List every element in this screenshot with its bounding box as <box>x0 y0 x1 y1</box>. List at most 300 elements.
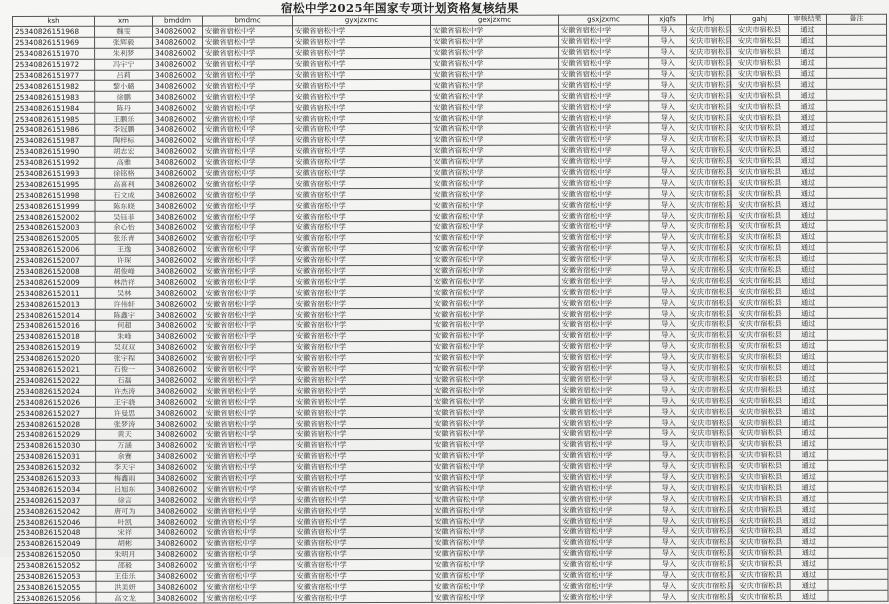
cell-gyxjzxmc: 安徽省宿松中学 <box>293 91 431 102</box>
cell-gahj: 安庆市宿松县 <box>731 199 789 210</box>
cell-ksh: 25340826152032 <box>14 462 96 473</box>
cell-note <box>827 209 887 220</box>
cell-lrhj: 安庆市宿松县 <box>687 395 731 406</box>
cell-gsxjzxmc: 安徽省宿松中学 <box>559 373 649 384</box>
cell-ksh: 25340826152034 <box>14 484 96 495</box>
cell-result: 通过 <box>790 471 828 482</box>
cell-xjqfs: 导入 <box>649 330 687 341</box>
cell-lrhj: 安庆市宿松县 <box>687 286 731 297</box>
cell-gyxjzxmc: 安徽省宿松中学 <box>293 47 431 58</box>
cell-result: 通过 <box>789 286 827 297</box>
cell-xm: 林浩祥 <box>95 277 153 288</box>
cell-result: 通过 <box>789 166 827 177</box>
cell-lrhj: 安庆市宿松县 <box>687 177 731 188</box>
cell-gahj: 安庆市宿松县 <box>731 220 789 231</box>
cell-ksh: 25340826152024 <box>13 386 95 397</box>
cell-lrhj: 安庆市宿松县 <box>687 188 731 199</box>
cell-note <box>827 122 887 133</box>
cell-result: 通过 <box>789 90 827 101</box>
cell-xjqfs: 导入 <box>649 253 687 264</box>
cell-lrhj: 安庆市宿松县 <box>687 210 731 221</box>
cell-gahj: 安庆市宿松县 <box>732 580 790 591</box>
cell-result: 通过 <box>789 68 827 79</box>
cell-result: 通过 <box>789 111 827 122</box>
cell-gsxjzxmc: 安徽省宿松中学 <box>560 569 650 580</box>
cell-bmdmc: 安徽省宿松中学 <box>203 102 293 113</box>
cell-result: 通过 <box>790 569 828 580</box>
cell-lrhj: 安庆市宿松县 <box>687 68 731 79</box>
cell-gahj: 安庆市宿松县 <box>731 24 789 35</box>
cell-lrhj: 安庆市宿松县 <box>688 515 732 526</box>
cell-xjqfs: 导入 <box>650 526 688 537</box>
cell-bmddm: 340826002 <box>153 353 203 364</box>
cell-bmddm: 340826002 <box>153 331 203 342</box>
cell-note <box>827 188 887 199</box>
cell-bmdmc: 安徽省宿松中学 <box>204 418 294 429</box>
cell-gsxjzxmc: 安徽省宿松中学 <box>560 493 650 504</box>
cell-gexjzxmc: 安徽省宿松中学 <box>431 363 559 374</box>
cell-gexjzxmc: 安徽省宿松中学 <box>432 493 560 504</box>
cell-note <box>827 362 887 373</box>
cell-result: 通过 <box>790 482 828 493</box>
cell-result: 通过 <box>789 133 827 144</box>
cell-gyxjzxmc: 安徽省宿松中学 <box>294 592 432 603</box>
cell-note <box>827 144 887 155</box>
cell-result: 通过 <box>790 580 828 591</box>
cell-bmdmc: 安徽省宿松中学 <box>203 287 293 298</box>
cell-gsxjzxmc: 安徽省宿松中学 <box>559 362 649 373</box>
cell-bmdmc: 安徽省宿松中学 <box>204 538 294 549</box>
cell-gsxjzxmc: 安徽省宿松中学 <box>559 177 649 188</box>
column-header: xjqfs <box>648 15 686 25</box>
cell-gexjzxmc: 安徽省宿松中学 <box>432 515 560 526</box>
cell-bmdmc: 安徽省宿松中学 <box>204 581 294 592</box>
cell-xm: 邵毅 <box>96 560 154 571</box>
cell-ksh: 25340826152055 <box>14 582 96 593</box>
cell-gyxjzxmc: 安徽省宿松中学 <box>293 276 431 287</box>
column-header: 备注 <box>826 14 886 24</box>
cell-lrhj: 安庆市宿松县 <box>688 406 732 417</box>
cell-lrhj: 安庆市宿松县 <box>687 242 731 253</box>
cell-note <box>828 514 888 525</box>
cell-gsxjzxmc: 安徽省宿松中学 <box>559 243 649 254</box>
cell-ksh: 25340826151999 <box>13 201 95 212</box>
cell-gsxjzxmc: 安徽省宿松中学 <box>559 319 649 330</box>
cell-bmdmc: 安徽省宿松中学 <box>203 265 293 276</box>
cell-bmddm: 340826002 <box>153 309 203 320</box>
cell-ksh: 25340826151969 <box>13 37 95 48</box>
cell-ksh: 25340826152003 <box>13 222 95 233</box>
cell-gyxjzxmc: 安徽省宿松中学 <box>293 298 431 309</box>
cell-gyxjzxmc: 安徽省宿松中学 <box>293 167 431 178</box>
cell-xjqfs: 导入 <box>649 188 687 199</box>
cell-ksh: 25340826152026 <box>13 397 95 408</box>
cell-note <box>828 525 888 536</box>
cell-lrhj: 安庆市宿松县 <box>688 504 732 515</box>
cell-xm: 万涵 <box>96 440 154 451</box>
cell-ksh: 25340826152002 <box>13 211 95 222</box>
cell-note <box>827 68 887 79</box>
cell-xm: 唐可为 <box>96 505 154 516</box>
cell-lrhj: 安庆市宿松县 <box>688 580 732 591</box>
cell-bmddm: 340826002 <box>153 287 203 298</box>
cell-bmddm: 340826002 <box>154 527 204 538</box>
cell-xjqfs: 导入 <box>650 439 688 450</box>
cell-xjqfs: 导入 <box>649 232 687 243</box>
cell-gahj: 安庆市宿松县 <box>731 253 789 264</box>
cell-result: 通过 <box>790 406 828 417</box>
cell-xm: 胡彬 <box>96 538 154 549</box>
cell-ksh: 25340826152005 <box>13 233 95 244</box>
cell-gyxjzxmc: 安徽省宿松中学 <box>293 25 431 36</box>
cell-note <box>827 384 887 395</box>
cell-gahj: 安庆市宿松县 <box>732 460 790 471</box>
cell-result: 通过 <box>789 35 827 46</box>
cell-xjqfs: 导入 <box>649 373 687 384</box>
cell-gyxjzxmc: 安徽省宿松中学 <box>294 559 432 570</box>
cell-gyxjzxmc: 安徽省宿松中学 <box>293 396 431 407</box>
cell-xjqfs: 导入 <box>650 580 688 591</box>
cell-bmddm: 340826002 <box>154 505 204 516</box>
cell-bmddm: 340826002 <box>153 59 203 70</box>
cell-bmddm: 340826002 <box>153 396 203 407</box>
cell-bmddm: 340826002 <box>153 178 203 189</box>
cell-bmdmc: 安徽省宿松中学 <box>204 549 294 560</box>
cell-gyxjzxmc: 安徽省宿松中学 <box>294 472 432 483</box>
cell-lrhj: 安庆市宿松县 <box>687 253 731 264</box>
cell-gexjzxmc: 安徽省宿松中学 <box>431 199 559 210</box>
cell-gsxjzxmc: 安徽省宿松中学 <box>559 395 649 406</box>
cell-note <box>828 591 888 602</box>
cell-note <box>828 438 888 449</box>
cell-lrhj: 安庆市宿松县 <box>688 417 732 428</box>
cell-ksh: 25340826152029 <box>14 429 96 440</box>
column-header: gyxjzxmc <box>293 15 431 25</box>
cell-gahj: 安庆市宿松县 <box>731 90 789 101</box>
cell-bmdmc: 安徽省宿松中学 <box>203 135 293 146</box>
cell-xm: 朱峰 <box>95 331 153 342</box>
cell-bmddm: 340826002 <box>154 581 204 592</box>
cell-gsxjzxmc: 安徽省宿松中学 <box>560 526 650 537</box>
cell-ksh: 25340826152022 <box>13 375 95 386</box>
cell-gahj: 安庆市宿松县 <box>731 210 789 221</box>
cell-xjqfs: 导入 <box>649 68 687 79</box>
cell-ksh: 25340826151968 <box>13 26 95 37</box>
cell-xm: 王佳乐 <box>96 571 154 582</box>
column-header: bmdmc <box>203 16 293 26</box>
cell-lrhj: 安庆市宿松县 <box>687 232 731 243</box>
cell-bmddm: 340826002 <box>154 592 204 603</box>
cell-xm: 余心怡 <box>95 222 153 233</box>
cell-note <box>828 405 888 416</box>
cell-gyxjzxmc: 安徽省宿松中学 <box>293 189 431 200</box>
cell-gyxjzxmc: 安徽省宿松中学 <box>293 113 431 124</box>
cell-gsxjzxmc: 安徽省宿松中学 <box>559 90 649 101</box>
cell-xm: 高喜利 <box>95 179 153 190</box>
cell-gyxjzxmc: 安徽省宿松中学 <box>294 515 432 526</box>
cell-gsxjzxmc: 安徽省宿松中学 <box>559 68 649 79</box>
cell-gexjzxmc: 安徽省宿松中学 <box>431 145 559 156</box>
table-body <box>13 24 889 603</box>
cell-xjqfs: 导入 <box>649 286 687 297</box>
cell-xjqfs: 导入 <box>650 504 688 515</box>
cell-bmdmc: 安徽省宿松中学 <box>203 320 293 331</box>
cell-result: 通过 <box>790 547 828 558</box>
cell-ksh: 25340826152016 <box>13 320 95 331</box>
cell-note <box>827 111 887 122</box>
cell-xjqfs: 导入 <box>649 155 687 166</box>
cell-gyxjzxmc: 安徽省宿松中学 <box>293 287 431 298</box>
cell-result: 通过 <box>790 427 828 438</box>
cell-note <box>827 253 887 264</box>
cell-gexjzxmc: 安徽省宿松中学 <box>431 69 559 80</box>
cell-lrhj: 安庆市宿松县 <box>687 373 731 384</box>
cell-xjqfs: 导入 <box>650 460 688 471</box>
cell-lrhj: 安庆市宿松县 <box>687 112 731 123</box>
cell-gyxjzxmc: 安徽省宿松中学 <box>294 483 432 494</box>
cell-bmdmc: 安徽省宿松中学 <box>204 461 294 472</box>
cell-gahj: 安庆市宿松县 <box>732 406 790 417</box>
cell-gahj: 安庆市宿松县 <box>732 493 790 504</box>
cell-xjqfs: 导入 <box>649 166 687 177</box>
cell-xm: 叶凯 <box>96 516 154 527</box>
cell-bmdmc: 安徽省宿松中学 <box>203 37 293 48</box>
cell-bmdmc: 安徽省宿松中学 <box>204 429 294 440</box>
cell-gsxjzxmc: 安徽省宿松中学 <box>560 482 650 493</box>
cell-result: 通过 <box>789 264 827 275</box>
cell-gahj: 安庆市宿松县 <box>731 308 789 319</box>
cell-xm: 何超 <box>95 320 153 331</box>
cell-result: 通过 <box>789 351 827 362</box>
cell-bmdmc: 安徽省宿松中学 <box>203 374 293 385</box>
cell-xm: 梅鑫雨 <box>96 473 154 484</box>
cell-result: 通过 <box>790 536 828 547</box>
cell-lrhj: 安庆市宿松县 <box>688 591 732 602</box>
cell-xjqfs: 导入 <box>649 308 687 319</box>
cell-xjqfs: 导入 <box>650 537 688 548</box>
cell-gexjzxmc: 安徽省宿松中学 <box>431 341 559 352</box>
cell-xjqfs: 导入 <box>649 90 687 101</box>
cell-xm: 余赛 <box>96 451 154 462</box>
cell-gsxjzxmc: 安徽省宿松中学 <box>560 591 650 602</box>
cell-ksh: 25340826151986 <box>13 124 95 135</box>
cell-gexjzxmc: 安徽省宿松中学 <box>432 526 560 537</box>
cell-note <box>827 340 887 351</box>
cell-note <box>827 242 887 253</box>
cell-gexjzxmc: 安徽省宿松中学 <box>431 243 559 254</box>
cell-gsxjzxmc: 安徽省宿松中学 <box>559 199 649 210</box>
cell-lrhj: 安庆市宿松县 <box>687 123 731 134</box>
cell-lrhj: 安庆市宿松县 <box>687 330 731 341</box>
cell-lrhj: 安庆市宿松县 <box>687 57 731 68</box>
cell-xm: 黄天 <box>96 429 154 440</box>
cell-gahj: 安庆市宿松县 <box>731 384 789 395</box>
cell-gexjzxmc: 安徽省宿松中学 <box>431 221 559 232</box>
cell-result: 通过 <box>789 57 827 68</box>
cell-xm: 陈东晓 <box>95 200 153 211</box>
cell-gahj: 安庆市宿松县 <box>731 297 789 308</box>
cell-note <box>827 220 887 231</box>
cell-result: 通过 <box>789 384 827 395</box>
table-row <box>14 591 888 604</box>
cell-gexjzxmc: 安徽省宿松中学 <box>431 297 559 308</box>
cell-note <box>827 57 887 68</box>
cell-ksh: 25340826152046 <box>14 516 96 527</box>
cell-bmdmc: 安徽省宿松中学 <box>203 222 293 233</box>
cell-result: 通过 <box>789 199 827 210</box>
cell-xm: 李冠鹏 <box>95 124 153 135</box>
cell-gexjzxmc: 安徽省宿松中学 <box>431 112 559 123</box>
cell-result: 通过 <box>789 46 827 57</box>
cell-bmddm: 340826002 <box>154 407 204 418</box>
cell-xm: 石磊 <box>95 375 153 386</box>
cell-ksh: 25340826152048 <box>14 527 96 538</box>
cell-gahj: 安庆市宿松县 <box>732 536 790 547</box>
cell-gyxjzxmc: 安徽省宿松中学 <box>293 352 431 363</box>
cell-bmdmc: 安徽省宿松中学 <box>203 146 293 157</box>
cell-bmdmc: 安徽省宿松中学 <box>203 200 293 211</box>
cell-gsxjzxmc: 安徽省宿松中学 <box>560 471 650 482</box>
cell-lrhj: 安庆市宿松县 <box>687 90 731 101</box>
cell-xjqfs: 导入 <box>649 57 687 68</box>
cell-gahj: 安庆市宿松县 <box>732 471 790 482</box>
cell-gsxjzxmc: 安徽省宿松中学 <box>559 210 649 221</box>
cell-bmdmc: 安徽省宿松中学 <box>203 113 293 124</box>
cell-note <box>828 482 888 493</box>
cell-gsxjzxmc: 安徽省宿松中学 <box>560 558 650 569</box>
cell-gsxjzxmc: 安徽省宿松中学 <box>560 580 650 591</box>
cell-note <box>827 35 887 46</box>
cell-ksh: 25340826152053 <box>14 571 96 582</box>
cell-xjqfs: 导入 <box>650 547 688 558</box>
cell-gsxjzxmc: 安徽省宿松中学 <box>559 254 649 265</box>
cell-gahj: 安庆市宿松县 <box>731 264 789 275</box>
cell-gahj: 安庆市宿松县 <box>731 340 789 351</box>
cell-gyxjzxmc: 安徽省宿松中学 <box>293 69 431 80</box>
cell-gyxjzxmc: 安徽省宿松中学 <box>294 537 432 548</box>
cell-lrhj: 安庆市宿松县 <box>687 308 731 319</box>
cell-note <box>827 286 887 297</box>
cell-gexjzxmc: 安徽省宿松中学 <box>432 450 560 461</box>
cell-bmdmc: 安徽省宿松中学 <box>203 124 293 135</box>
cell-gexjzxmc: 安徽省宿松中学 <box>431 232 559 243</box>
cell-lrhj: 安庆市宿松县 <box>688 428 732 439</box>
cell-ksh: 25340826151992 <box>13 157 95 168</box>
cell-gyxjzxmc: 安徽省宿松中学 <box>294 417 432 428</box>
cell-gyxjzxmc: 安徽省宿松中学 <box>293 200 431 211</box>
cell-note <box>827 24 887 35</box>
cell-gsxjzxmc: 安徽省宿松中学 <box>559 330 649 341</box>
cell-gsxjzxmc: 安徽省宿松中学 <box>560 450 650 461</box>
cell-bmddm: 340826002 <box>154 538 204 549</box>
cell-ksh: 25340826151987 <box>13 135 95 146</box>
cell-bmddm: 340826002 <box>154 429 204 440</box>
cell-gyxjzxmc: 安徽省宿松中学 <box>293 221 431 232</box>
cell-ksh: 25340826151977 <box>13 70 95 81</box>
cell-bmddm: 340826002 <box>154 462 204 473</box>
cell-xm: 石文成 <box>95 189 153 200</box>
cell-bmdmc: 安徽省宿松中学 <box>203 48 293 59</box>
cell-ksh: 25340826152030 <box>14 440 96 451</box>
column-header: lrhj <box>686 15 730 25</box>
cell-xjqfs: 导入 <box>649 243 687 254</box>
cell-lrhj: 安庆市宿松县 <box>687 36 731 47</box>
cell-xjqfs: 导入 <box>649 123 687 134</box>
cell-gexjzxmc: 安徽省宿松中学 <box>431 47 559 58</box>
cell-gexjzxmc: 安徽省宿松中学 <box>432 428 560 439</box>
cell-bmdmc: 安徽省宿松中学 <box>203 244 293 255</box>
cell-xjqfs: 导入 <box>650 591 688 602</box>
cell-ksh: 25340826152006 <box>13 244 95 255</box>
cell-gexjzxmc: 安徽省宿松中学 <box>431 134 559 145</box>
cell-gyxjzxmc: 安徽省宿松中学 <box>294 526 432 537</box>
cell-xjqfs: 导入 <box>649 319 687 330</box>
cell-xm: 吕莉 <box>95 70 153 81</box>
cell-lrhj: 安庆市宿松县 <box>688 482 732 493</box>
cell-result: 通过 <box>790 493 828 504</box>
cell-bmdmc: 安徽省宿松中学 <box>203 211 293 222</box>
cell-note <box>827 264 887 275</box>
cell-gexjzxmc: 安徽省宿松中学 <box>431 80 559 91</box>
cell-ksh: 25340826152033 <box>14 473 96 484</box>
cell-xm: 徐言 <box>96 494 154 505</box>
cell-lrhj: 安庆市宿松县 <box>687 155 731 166</box>
column-header: gexjzxmc <box>430 15 558 25</box>
cell-result: 通过 <box>789 79 827 90</box>
cell-bmdmc: 安徽省宿松中学 <box>203 178 293 189</box>
cell-ksh: 25340826152020 <box>13 353 95 364</box>
cell-note <box>827 275 887 286</box>
cell-gsxjzxmc: 安徽省宿松中学 <box>559 79 649 90</box>
cell-result: 通过 <box>789 297 827 308</box>
cell-xm: 许曼思 <box>96 407 154 418</box>
cell-gahj: 安庆市宿松县 <box>731 188 789 199</box>
cell-bmdmc: 安徽省宿松中学 <box>203 385 293 396</box>
cell-gexjzxmc: 安徽省宿松中学 <box>432 548 560 559</box>
cell-gahj: 安庆市宿松县 <box>731 101 789 112</box>
cell-gexjzxmc: 安徽省宿松中学 <box>431 276 559 287</box>
cell-note <box>828 449 888 460</box>
cell-ksh: 25340826152018 <box>13 331 95 342</box>
cell-bmddm: 340826002 <box>153 37 203 48</box>
cell-gyxjzxmc: 安徽省宿松中学 <box>293 211 431 222</box>
cell-xm: 冯宇宁 <box>95 59 153 70</box>
cell-xm: 陈丹 <box>95 102 153 113</box>
cell-bmddm: 340826002 <box>153 80 203 91</box>
cell-xjqfs: 导入 <box>649 177 687 188</box>
cell-gsxjzxmc: 安徽省宿松中学 <box>559 112 649 123</box>
cell-gexjzxmc: 安徽省宿松中学 <box>431 188 559 199</box>
cell-note <box>828 427 888 438</box>
cell-bmdmc: 安徽省宿松中学 <box>204 450 294 461</box>
cell-gahj: 安庆市宿松县 <box>731 351 789 362</box>
cell-ksh: 25340826152008 <box>13 266 95 277</box>
cell-bmddm: 340826002 <box>154 494 204 505</box>
cell-lrhj: 安庆市宿松县 <box>687 46 731 57</box>
cell-note <box>828 547 888 558</box>
cell-bmdmc: 安徽省宿松中学 <box>204 527 294 538</box>
cell-lrhj: 安庆市宿松县 <box>687 79 731 90</box>
cell-note <box>827 79 887 90</box>
cell-gyxjzxmc: 安徽省宿松中学 <box>294 428 432 439</box>
cell-gahj: 安庆市宿松县 <box>731 79 789 90</box>
cell-lrhj: 安庆市宿松县 <box>688 471 732 482</box>
cell-result: 通过 <box>789 253 827 264</box>
cell-note <box>827 100 887 111</box>
cell-result: 通过 <box>790 514 828 525</box>
cell-ksh: 25340826151983 <box>13 92 95 103</box>
column-header: gsxjzxmc <box>558 15 648 25</box>
